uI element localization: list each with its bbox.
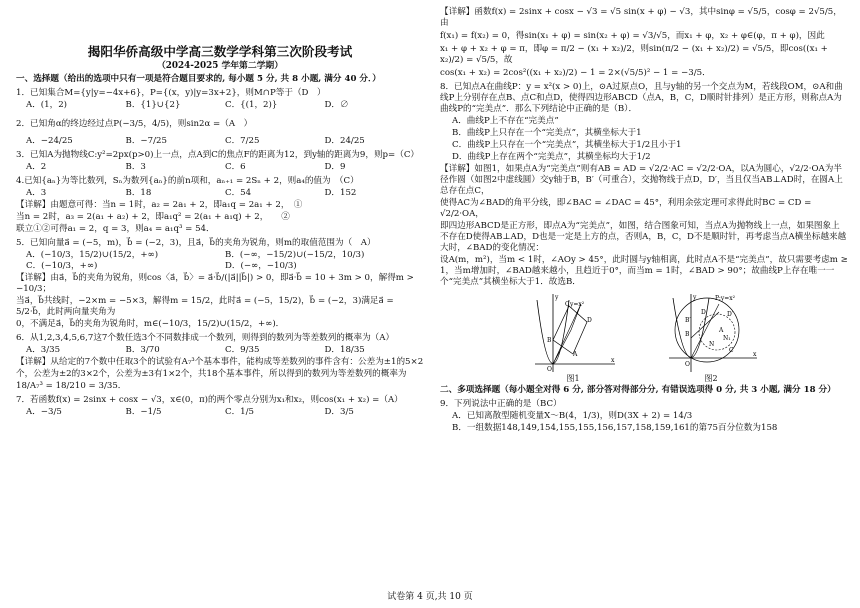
figure-2-point: D′ xyxy=(727,311,734,318)
option: B．−7/25 xyxy=(125,136,167,147)
figure-2-diagram xyxy=(663,292,759,374)
figure-1-point: A xyxy=(573,351,578,358)
option: D．152 xyxy=(324,188,357,199)
question-3-options xyxy=(26,162,424,173)
figure-2-point: D xyxy=(701,309,706,316)
question-9-option-b: B．一组数据148,149,154,155,155,156,157,158,159,161的第75百分位数为158 xyxy=(452,423,778,434)
question-4-explanation-1: 【详解】由题意可得：当n = 1时，a₂ = 2a₁ + 2，即a₁q = 2a₁ + 2， ① xyxy=(16,200,303,211)
question-7: 7．若函数f(x) = 2sinx + cosx − √3，x∈(0，π)的两个零点分别为x₁和x₂，则cos(x₁ + x₂) =（A） xyxy=(16,395,403,406)
option: B．{1}∪{2} xyxy=(125,100,181,111)
option: B．曲线P上只存在一个“完美点”，其横坐标大于1 xyxy=(452,128,642,138)
option: D．9 xyxy=(324,162,346,173)
option: A．2 xyxy=(26,162,47,173)
question-8-explanation-4: 设A(m，m²)，当m < 1时，∠AOy > 45°，此时圆与y轴相离，此时点A不是“完美点”，故只需要考虑m ≥ 1，当m增加时，∠BAD越来越小，且趋近于0°，而当m = 1时，∠BAD > 90°；故曲线P上存在唯一一个“完美点”其横坐标大于1．故选B． xyxy=(440,255,848,287)
page-title: 揭阳华侨高级中学高三数学学科第三次阶段考试 xyxy=(87,44,353,59)
question-6-explanation-3: 18/A₇³ = 18/210 = 3/35． xyxy=(16,381,127,392)
option: B．3/70 xyxy=(125,345,160,356)
option: C．曲线P上只存在一个“完美点”，其横坐标大于1/2且小于1 xyxy=(452,140,682,150)
figure-2-point: N xyxy=(709,341,715,348)
figure-1-point: x xyxy=(611,357,615,364)
question-2-options xyxy=(26,136,424,147)
question-1-options xyxy=(26,100,424,111)
option: C．6 xyxy=(225,162,246,173)
question-7-explanation-4: cos(x₁ + x₂) = 2cos²((x₁ + x₂)/2) − 1 = 2×(√5/5)² − 1 = −3/5． xyxy=(440,68,711,78)
section-multiple-choice: 二、多项选择题（每小题全对得 6 分, 部分答对得部分分, 有错误选项得 0 分, 共 3 小题, 满分 18 分） xyxy=(440,385,836,396)
option: A．−24/25 xyxy=(26,136,73,147)
option: D．∅ xyxy=(324,100,349,111)
figure-2-point: O xyxy=(685,361,690,368)
page-footer: 试卷第 4 页,共 10 页 xyxy=(387,592,473,602)
option: D．18/35 xyxy=(324,345,365,356)
option: A．3/35 xyxy=(26,345,61,356)
figure-1-point: y xyxy=(555,294,559,301)
option: A．(−10/3，15/2)∪(15/2，+∞) xyxy=(26,250,159,261)
figure-1-diagram xyxy=(529,292,617,374)
figure-1-point: C xyxy=(565,301,570,308)
question-5: 5．已知向量a⃗ = (−5，m)，b⃗ = (−2，3)，且a⃗，b⃗的夹角为锐角，则m的取值范围为（ A） xyxy=(16,238,376,249)
question-4-explanation-3: 联立①②可得a₁ = 2，q = 3，则a₄ = a₁q³ = 54． xyxy=(16,224,215,235)
option: C．(−10/3，+∞) xyxy=(26,261,98,272)
option: C．54 xyxy=(225,188,252,199)
figure-2-point: B xyxy=(685,331,690,338)
option: B．−1/5 xyxy=(125,407,162,418)
figure-1-point: B xyxy=(547,337,552,344)
question-6: 6．从1,2,3,4,5,6,7这7个数任选3个不同数排成一个数列，则得到的数列为等差数列的概率为（A） xyxy=(16,333,395,344)
section-single-choice: 一、选择题（给出的选项中只有一项是符合题目要求的, 每小题 5 分, 共 8 小题, 满分 40 分．） xyxy=(16,74,381,85)
question-8-explanation-3: 即四边形ABCD是正方形，即点A为“完美点”，如图，结合图象可知，当点A为抛物线上一点，如果图象上不存在D使得AB⊥AD，D也是一定是上方的点，否则A，B，C，D不是顺时针，再考虑当点A横坐标越来越大时，∠BAD的变化情况： xyxy=(440,221,847,253)
figure-2-point: y xyxy=(693,294,697,301)
question-7-options xyxy=(26,407,424,418)
question-8-explanation-2: 使得AC为∠BAD的角平分线，即∠BAC = ∠DAC = 45°，利用余弦定理可求得此时BC = CD = √2/2·OA， xyxy=(440,198,812,219)
question-4-options xyxy=(26,188,424,199)
figure-2-caption: 图2 xyxy=(704,374,718,383)
figure-2-point: B′ xyxy=(685,317,691,324)
question-2: 2．已知角α的终边经过点P(−3/5，4/5)，则sin2α =（A ） xyxy=(16,119,253,130)
option: D．曲线P上存在两个“完美点”，其横坐标均大于1/2 xyxy=(452,152,651,162)
option: C．9/35 xyxy=(225,345,260,356)
figure-1-label: y=x² xyxy=(570,301,585,308)
option: A．曲线P上不存在“完美点” xyxy=(452,116,559,126)
option: D．24/25 xyxy=(324,136,365,147)
question-6-explanation-2: 个，公差为±2的3×2个，公差为±3有1×2个，共18个基本事件，所以得到的数列为等差数列的概率为 xyxy=(16,369,407,380)
option: D．3/5 xyxy=(324,407,354,418)
question-7-explanation-1: 【详解】函数f(x) = 2sinx + cosx − √3 = √5 sin(x + φ) − √3，其中sinφ = √5/5，cosφ = 2√5/5，由 xyxy=(440,7,842,28)
question-1: 1．已知集合M={y|y=−4x+6}，P={(x，y)|y=3x+2}，则M∩P等于（D ） xyxy=(16,88,326,99)
figure-2-point: A xyxy=(719,327,724,334)
question-5-explanation-1: 【详解】由a⃗，b⃗的夹角为锐角，则cos〈a⃗，b⃗〉= a⃗·b⃗/(|a⃗||b⃗|) > 0，即a⃗·b⃗ = 10 + 3m > 0，解得m > −10/3； xyxy=(16,273,414,295)
question-4: 4.已知{aₙ}为等比数列，Sₙ为数列{aₙ}的前n项和，aₙ₊₁ = 2Sₙ + 2，则a₄的值为 （C） xyxy=(16,176,359,187)
option: B．3 xyxy=(125,162,146,173)
question-8: 8．已知点A在曲线P：y = x²(x > 0)上，⊙A过原点O，且与y轴的另一个交点为M，若线段OM，⊙A和曲线P上分别存在点B、点C和点D，使得四边形ABCD（点A，B，C，D顺时针排列）是正方形，则称点A为曲线P的“完美点”．那么下列结论中正确的是（B）． xyxy=(440,82,843,114)
option: C．1/5 xyxy=(225,407,254,418)
page-subtitle: （2024-2025 学年第二学期） xyxy=(156,61,284,72)
option: D．(−∞，−10/3) xyxy=(225,261,297,272)
option: B．(−∞，−15/2)∪(−15/2，10/3) xyxy=(225,250,365,261)
figures xyxy=(440,292,848,384)
figure-1-caption: 图1 xyxy=(566,374,580,383)
question-5-options xyxy=(26,250,424,272)
option: C．{(1，2)} xyxy=(225,100,278,111)
figure-2-point: C xyxy=(729,347,734,354)
question-6-explanation-1: 【详解】从给定的7个数中任取3个的试验有A₇³个基本事件，能构成等差数列的事件含有：公差为±1的5×2 xyxy=(16,357,424,368)
figure-2-point: x xyxy=(753,351,757,358)
question-9-option-a: A．已知离散型随机变量X～B(4，1/3)，则D(3X + 2) = 14/3 xyxy=(452,411,693,422)
option: A．(1，2) xyxy=(26,100,68,111)
question-7-explanation-2: f(x₁) = f(x₂) = 0，得sin(x₁ + φ) = sin(x₂ + φ) = √3/√5，而x₁ + φ，x₂ + φ∈(φ，π + φ)，因此 xyxy=(440,31,825,41)
question-7-explanation-3: x₁ + φ + x₂ + φ = π，即φ = π/2 − (x₁ + x₂)/2，则sin(π/2 − (x₁ + x₂)/2) = √5/5，即cos((x₁ + x₂)/2) = √5/5，故 xyxy=(440,44,828,65)
figure-2-point: N₁ xyxy=(723,335,731,342)
question-5-explanation-2: 当a⃗，b⃗共线时，−2×m = −5×3，解得m = 15/2，此时a⃗ = (−5，15/2)，b⃗ = (−2，3)满足a⃗ = 5/2·b⃗，此时两向量夹角为 xyxy=(16,296,394,318)
figure-1-point: D xyxy=(587,317,592,324)
option: C．7/25 xyxy=(225,136,260,147)
figure-2 xyxy=(663,292,759,384)
figure-1-point: O xyxy=(547,366,552,373)
question-9: 9．下列说法中正确的是（BC） xyxy=(440,399,562,410)
right-column xyxy=(440,6,848,435)
question-3: 3．已知A为抛物线C:y²=2px(p>0)上一点，点A到C的焦点F的距离为12，到y轴的距离为9，则p=（C） xyxy=(16,150,420,161)
question-4-explanation-2: 当n = 2时，a₃ = 2(a₁ + a₂) + 2，即a₁q² = 2(a₁ + a₁q) + 2， ② xyxy=(16,212,290,223)
question-6-options xyxy=(26,345,424,356)
question-8-explanation-1: 【详解】如图1，如果点A为“完美点”则有AB = AD = √2/2·AC = √2/2·OA，以A为圆心，√2/2·OA为半径作圆（如图2中虚线圆）交y轴于B，B′（可重合），交抛物线于点D，D′，当且仅当AB⊥AD时，在圆A上总存在点C， xyxy=(440,164,843,196)
question-5-explanation-3: 0，不满足a⃗，b⃗的夹角为锐角时，m∈(−10/3，15/2)∪(15/2，+∞)． xyxy=(16,319,285,330)
option: A．3 xyxy=(26,188,47,199)
left-column xyxy=(16,6,424,419)
option: A．−3/5 xyxy=(26,407,62,418)
figure-1 xyxy=(529,292,617,384)
option: B．18 xyxy=(125,188,152,199)
figure-2-label: P:y=x² xyxy=(715,295,736,302)
